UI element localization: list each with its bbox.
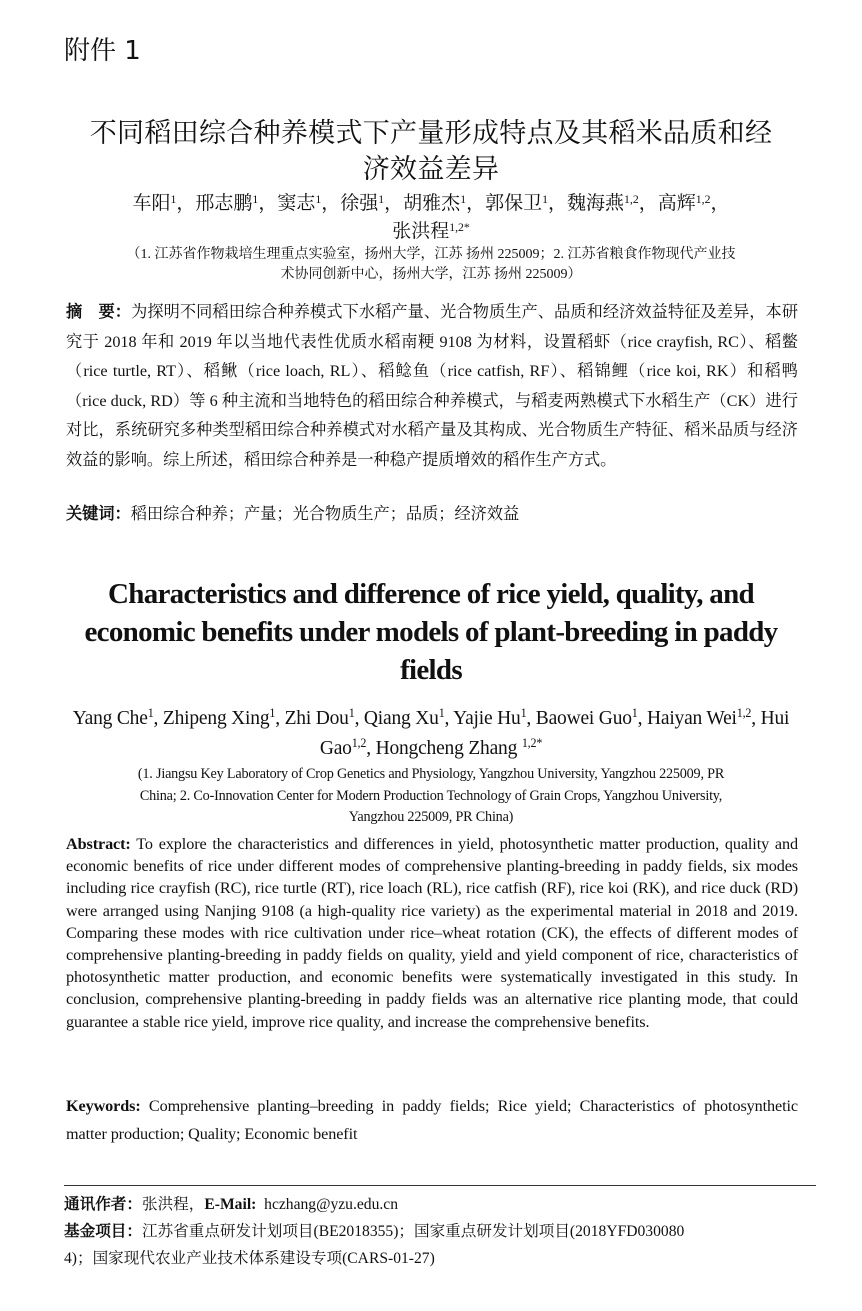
keywords-label: Keywords:	[66, 1097, 141, 1115]
abstract-label: 摘 要：	[66, 303, 132, 321]
affiliation-line: China; 2. Co-Innovation Center for Modern Production Technology of Grain Crops, Yangzhou University,	[139, 787, 723, 804]
author: 胡雅杰$^1$，	[403, 192, 486, 214]
author: 郭保卫$^1$，	[485, 192, 568, 214]
chinese-keywords	[66, 500, 798, 528]
abstract-label: Abstract:	[66, 835, 131, 853]
author: 邢志鹏$^1$，	[195, 192, 278, 214]
chinese-affiliations	[66, 245, 796, 285]
author: 魏海燕$^{1,2}$，	[567, 192, 658, 214]
author: 高辉$^{1,2}$，	[657, 192, 730, 214]
author: Hongcheng Zhang $^{1,2*}$	[375, 736, 543, 759]
corresponding-author-line	[64, 1191, 824, 1218]
english-title-line: economic benefits under models of plant-breeding in paddy	[84, 616, 778, 648]
abstract-text: 为探明不同稻田综合种养模式下水稻产量、光合物质生产、品质和经济效益特征及差异，本研究于 2018 年和 2019 年以当地代表性优质水稻南粳 9108 为材料，设置稻虾（rice crayfish, RC）、稻鳖（rice turtle, RT）、稻鳅（rice loach, RL）、稻鲶鱼（rice catfish, RF）、稻锦鲤（rice koi, RK）和稻鸭（rice duck, RD）等 6 种主流和当地特色的稻田综合种养模式，与稻麦两熟模式下水稻生产（CK）进行对比，系统研究多种类型稻田综合种养模式对水稻产量及其构成、光合物质生产特征、稻米品质与经济效益的影响。综上所述，稻田综合种养是一种稳产提质增效的稻作生产方式。	[66, 303, 799, 469]
affiliation-line: Yangzhou 225009, PR China)	[348, 809, 514, 825]
author: Hui Gao$^{1,2}$,	[319, 708, 790, 759]
affiliation-line: (1. Jiangsu Key Laboratory of Crop Genetics and Physiology, Yangzhou University, Yangzhou 225009, PR	[137, 766, 725, 782]
keywords-text: 稻田综合种养；产量；光合物质生产；品质；经济效益	[130, 505, 520, 523]
affiliation-line: （1. 江苏省作物栽培生理重点实验室，扬州大学，江苏 扬州 225009；2. 江苏省粮食作物现代产业技	[126, 247, 736, 262]
keywords-text: Comprehensive planting–breeding in paddy fields; Rice yield; Characteristics of photosynthetic matter production; Quality; Economic benefit	[66, 1097, 798, 1143]
author: 张洪程$^{1,2*}$	[392, 220, 470, 242]
footnote-divider	[64, 1185, 816, 1186]
author: Yajie Hu$^1$,	[453, 706, 536, 729]
abstract-text: To explore the characteristics and differences in yield, photosynthetic matter production, quality and economic benefits of rice under different modes of comprehensive planting-breeding in paddy fields, six modes including rice crayfish (RC), rice turtle (RT), rice loach (RL), rice catfish (RF), rice koi (RK), and rice duck (RD) were arranged using Nanjing 9108 (a high-quality rice variety) as the experimental material in 2018 and 2019. Comparing these modes with rice cultivation under rice–wheat rotation (CK), the effects of different modes of comprehensive planting-breeding in paddy fields on quality, yield and yield component of rice, characteristics of photosynthetic matter production, and economic benefits were systematically investigated in this study. In conclusion, comprehensive planting-breeding in paddy fields was an alternative rice planting mode, that could guarantee a stable rice yield, improve rice quality, and increase the comprehensive benefits.	[66, 835, 798, 1031]
author: 窦志$^1$，	[277, 192, 341, 214]
author: Haiyan Wei$^{1,2}$,	[647, 706, 761, 729]
english-title-line: fields	[400, 654, 462, 686]
chinese-title-line: 不同稻田综合种养模式下产量形成特点及其稻米品质和经	[89, 118, 773, 149]
author: 徐强$^1$，	[340, 192, 404, 214]
author: Qiang Xu$^1$,	[363, 706, 454, 729]
english-abstract	[66, 833, 798, 1033]
funding-label: 基金项目：	[64, 1223, 142, 1240]
funding-line: 4)；国家现代农业产业技术体系建设专项(CARS-01-27)	[64, 1250, 435, 1267]
author: Zhi Dou$^1$,	[284, 706, 364, 729]
english-title-line: Characteristics and difference of rice yield, quality, and	[108, 578, 754, 610]
keywords-label: 关键词：	[66, 505, 131, 523]
funding-line	[64, 1218, 824, 1245]
attachment-label: 附件 1	[64, 36, 141, 66]
corresponding-label: 通讯作者：	[64, 1196, 142, 1213]
chinese-abstract	[66, 298, 798, 475]
affiliation-line: 术协同创新中心，扬州大学，江苏 扬州 225009）	[280, 267, 582, 282]
author: Yang Che$^1$,	[72, 706, 163, 729]
english-author-list	[50, 704, 812, 764]
footnote	[64, 1191, 824, 1272]
author: 车阳$^1$，	[132, 192, 196, 214]
chinese-author-list	[66, 190, 796, 246]
english-affiliations	[60, 764, 802, 829]
corresponding-name: 张洪程，	[141, 1196, 205, 1213]
funding-text: 江苏省重点研发计划项目(BE2018355)；国家重点研发计划项目(2018YFD030080	[141, 1223, 685, 1240]
author: Zhipeng Xing$^1$,	[162, 706, 285, 729]
chinese-title-line: 济效益差异	[362, 154, 500, 185]
english-title	[40, 575, 822, 689]
email-link[interactable]: hczhang@yzu.edu.cn	[264, 1196, 398, 1213]
english-keywords	[66, 1093, 798, 1148]
author: Baowei Guo$^1$,	[535, 706, 647, 729]
chinese-title	[40, 116, 822, 188]
email-label: E-Mail:	[204, 1196, 257, 1213]
